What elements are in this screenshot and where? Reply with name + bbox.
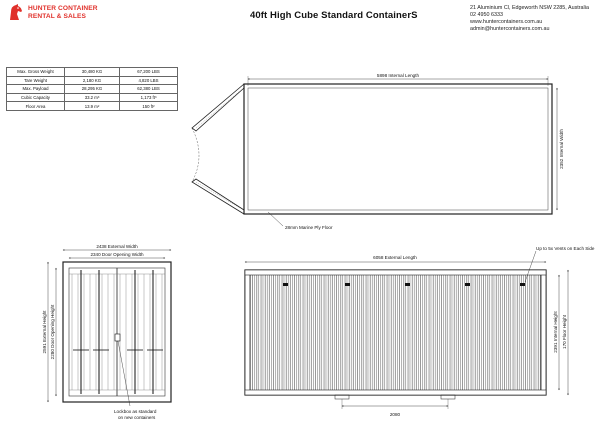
spec-label: Max. Payload xyxy=(7,85,65,94)
internal-length-label: 5898 Internal Length xyxy=(376,73,420,78)
forklift-pocket-left xyxy=(335,395,349,399)
plan-door-upper xyxy=(192,84,244,131)
external-length-label: 6058 External Length xyxy=(373,255,417,260)
contact-phone: 02 4950 6333 xyxy=(470,11,503,18)
lockbox-icon xyxy=(115,334,120,341)
floor-label: 28mm Marine Ply Floor xyxy=(285,225,333,230)
side-view-wall xyxy=(245,270,546,395)
spec-metric: 33.2 m³ xyxy=(65,93,120,102)
contact-email: admin@huntercontainers.com.au xyxy=(470,25,550,32)
spec-metric: 28,295 KG xyxy=(65,85,120,94)
spec-label: Max. Gross Weight xyxy=(7,68,65,77)
internal-width-label: 2352 Internal Width xyxy=(559,129,564,169)
spec-imperial: 150 ft² xyxy=(120,102,178,111)
external-width-label: 2438 External Width xyxy=(96,244,138,249)
internal-height-label: 2391 Internal Height xyxy=(553,311,558,353)
contact-address: 21 Aluminium Cl, Edgeworth NSW 2285, Australia xyxy=(470,5,589,11)
spec-label: Tare Weight xyxy=(7,76,65,85)
vent-icon xyxy=(520,283,525,286)
page-title: 40ft High Cube Standard ContainerS xyxy=(250,10,418,21)
end-view xyxy=(42,244,171,420)
container-plan-inner xyxy=(248,88,548,210)
vent-icon xyxy=(405,283,410,286)
corner-post-left xyxy=(245,270,250,395)
external-height-label: 2591 External Height xyxy=(42,310,47,354)
forklift-pocket-right xyxy=(441,395,455,399)
door-opening-width-label: 2340 Door Opening Width xyxy=(90,252,144,257)
spec-label: Cubic Capacity xyxy=(7,93,65,102)
spec-metric: 30,480 KG xyxy=(65,68,120,77)
side-view xyxy=(245,246,595,417)
vents-label: Up to 5x Vents on Each Side xyxy=(536,246,595,251)
corner-post-right xyxy=(541,270,546,395)
spec-label: Floor Area xyxy=(7,102,65,111)
plan-door-swing-arc xyxy=(192,128,199,182)
plan-view xyxy=(192,73,564,230)
spec-imperial: 1,173 ft³ xyxy=(120,93,178,102)
floor-height-label: 170 Floor Height xyxy=(562,315,567,349)
forklift-spacing-label: 2080 xyxy=(389,412,401,417)
spec-metric: 2,180 KG xyxy=(65,76,120,85)
plan-door-upper-hatch xyxy=(196,91,240,128)
spec-imperial: 67,200 LBS xyxy=(120,68,178,77)
door-opening-height-label: 2280 Door Opening Height xyxy=(50,304,55,360)
brand-line-1: HUNTER CONTAINER xyxy=(28,5,98,12)
plan-door-lower-hatch xyxy=(196,182,240,208)
contact-website: www.huntercontainers.com.au xyxy=(470,18,543,25)
top-rail xyxy=(245,270,546,275)
spec-metric: 13.9 m² xyxy=(65,102,120,111)
spec-imperial: 62,380 LBS xyxy=(120,85,178,94)
lockbox-label-line-2: on new containers xyxy=(118,415,156,420)
lockbox-label-line-1: Lockbox as standard xyxy=(114,409,157,414)
brand-line-2: RENTAL & SALES xyxy=(28,12,86,20)
bottom-rail xyxy=(245,390,546,395)
vent-icon xyxy=(283,283,288,286)
spec-imperial: 4,820 LBS xyxy=(120,76,178,85)
container-plan-outline xyxy=(244,84,552,214)
vent-icon xyxy=(345,283,350,286)
vent-icon xyxy=(465,283,470,286)
